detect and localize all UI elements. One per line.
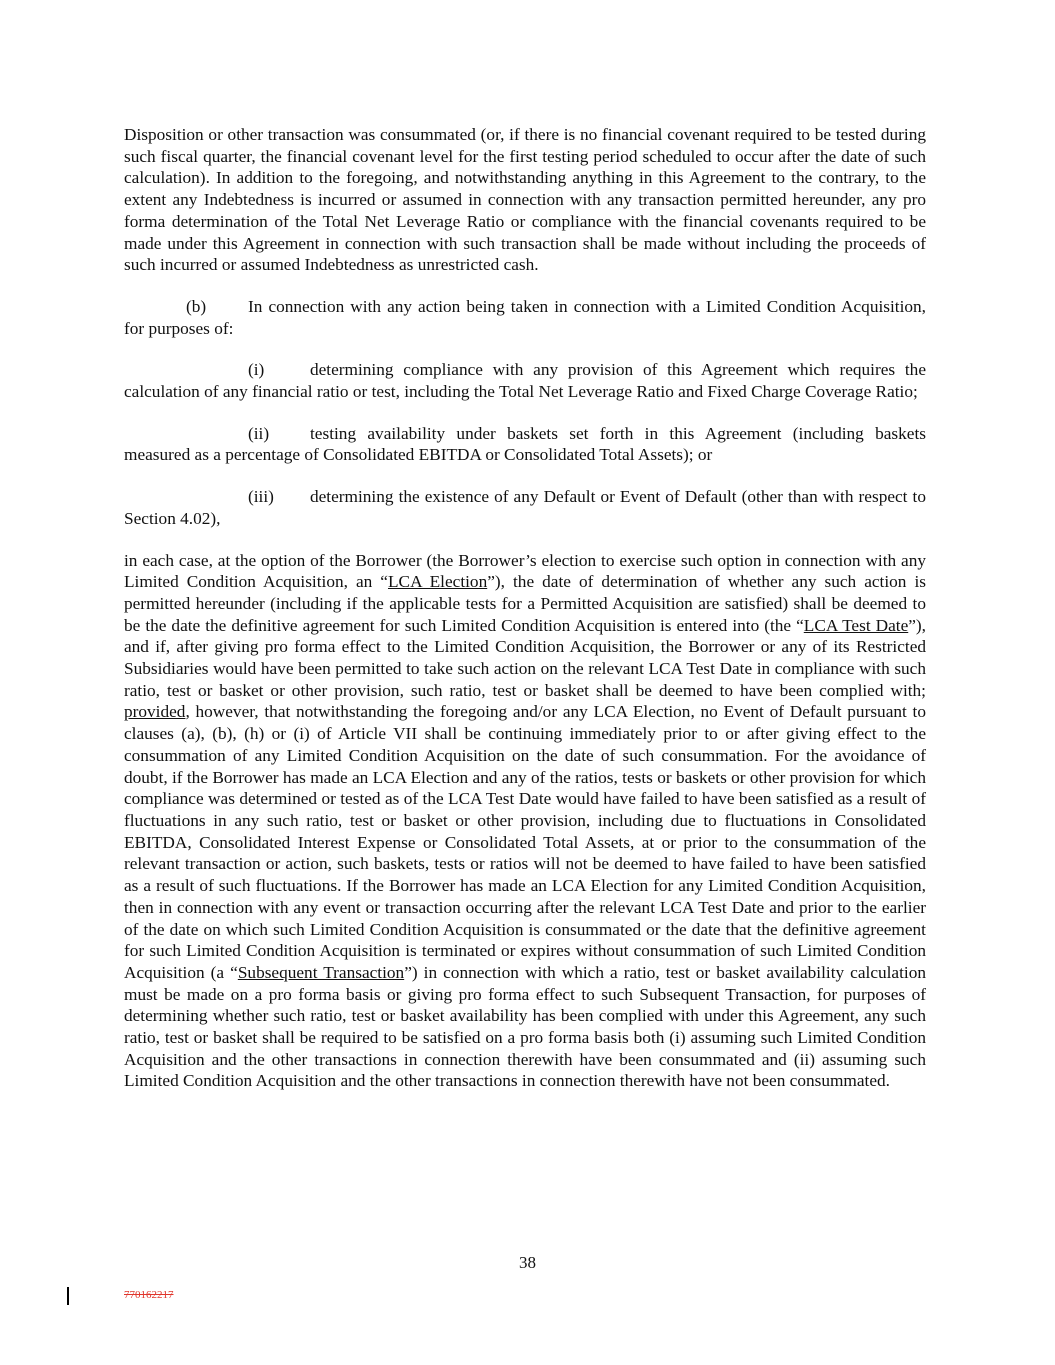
paragraph-lca-election: [124, 550, 926, 1093]
defined-term-subsequent-transaction: Subsequent Transaction: [237, 962, 405, 982]
page-number: 38: [519, 1253, 536, 1272]
text-segment: ”), the date of determination of whether any such action is permitted hereunder (including if the applicable tests for a Permitted Acquisition are satisfied) shall be deemed to be the date the definitive agreement for such Limited Condition Acquisition is entered into (the “: [124, 572, 926, 635]
clause-text-b: In connection with any action being taken in connection with a Limited Condition Acquisition, for purposes of:: [124, 296, 926, 338]
revision-change-bar: [67, 1287, 69, 1305]
defined-term-lca-election: LCA Election: [387, 572, 488, 592]
clause-text-i: determining compliance with any provision of this Agreement which requires the calculation of any financial ratio or test, including the Total Net Leverage Ratio and Fixed Charge Coverage Ratio;: [124, 360, 926, 402]
clause-label-iii: (iii): [248, 487, 274, 507]
clause-label-b: (b): [186, 296, 207, 316]
text-segment: ”), and if, after giving pro forma effect to the Limited Condition Acquisition, the Borrower or any of its Restricted Subsidiaries would have been permitted to take such action on the relevant LCA Test Date in compliance with such ratio, test or basket or other provision, such ratio, test or basket shall be deemed to have been complied with;: [124, 615, 926, 700]
paragraph-iii: [124, 486, 926, 529]
text-segment: ”) in connection with which a ratio, test or basket availability calculation must be made on a pro forma basis or giving pro forma effect to such Subsequent Transaction, for purposes of determining whether such ratio, test or basket availability has been complied with under this Agreement, any such ratio, test or basket shall be required to be satisfied on a pro forma basis both (i) assuming such Limited Condition Acquisition and the other transactions in connection therewith have been consummated and (ii) assuming such Limited Condition Acquisition and the other transactions in connection therewith have not been consummated.: [124, 962, 926, 1091]
text-segment: , however, that notwithstanding the foregoing and/or any LCA Election, no Event of Default pursuant to clauses (a), (b), (h) or (i) of Article VII shall be continuing immediately prior to or after giving effect to the consummation of any Limited Condition Acquisition on the date of such consummation. For the avoidance of doubt, if the Borrower has made an LCA Election and any of the ratios, tests or baskets or other provision for which compliance was determined or tested as of the LCA Test Date would have failed to have been satisfied as a result of fluctuations in any such ratio, test or basket or other provision, including due to fluctuations in Consolidated EBITDA, Consolidated Interest Expense or Consolidated Total Assets, at or prior to the consummation of the relevant transaction or action, such baskets, tests or ratios will not be deemed to have failed to have been satisfied as a result of such fluctuations. If the Borrower has made an LCA Election for any Limited Condition Acquisition, then in connection with any event or transaction occurring after the relevant LCA Test Date and prior to the earlier of the date on which such Limited Condition Acquisition is consummated or the date that the definitive agreement for such Limited Condition Acquisition is terminated or expires without consummation of such Limited Condition Acquisition (a “: [124, 702, 926, 982]
defined-term-provided: provided: [124, 702, 186, 722]
clause-text-ii: testing availability under baskets set forth in this Agreement (including baskets measured as a percentage of Consolidated EBITDA or Consolidated Total Assets); or: [124, 423, 926, 465]
paragraph-b: [124, 296, 926, 339]
paragraph-i: [124, 359, 926, 402]
defined-term-lca-test-date: LCA Test Date: [803, 615, 909, 635]
document-body: [124, 124, 926, 1092]
clause-label-i: (i): [248, 360, 265, 380]
clause-label-ii: (ii): [248, 423, 270, 443]
text-segment: in each case, at the option of the Borrower (the Borrower’s election to exercise such option in connection with any Limited Condition Acquisition, an “: [124, 550, 926, 592]
clause-text-iii: determining the existence of any Default or Event of Default (other than with respect to Section 4.02),: [124, 487, 926, 528]
paragraph-ii: [124, 423, 926, 466]
document-id: 770162217: [124, 1289, 174, 1301]
paragraph-continuation: Disposition or other transaction was consummated (or, if there is no financial covenant required to be tested during such fiscal quarter, the financial covenant level for the first testing period scheduled to occur after the date of such calculation). In addition to the foregoing, and notwithstanding anything in this Agreement to the contrary, to the extent any Indebtedness is incurred or assumed in connection with any transaction permitted hereunder, any pro forma determination of the Total Net Leverage Ratio or compliance with the financial covenants required to be made under this Agreement in connection with such transaction shall be made without including the proceeds of such incurred or assumed Indebtedness as unrestricted cash.: [124, 125, 926, 275]
